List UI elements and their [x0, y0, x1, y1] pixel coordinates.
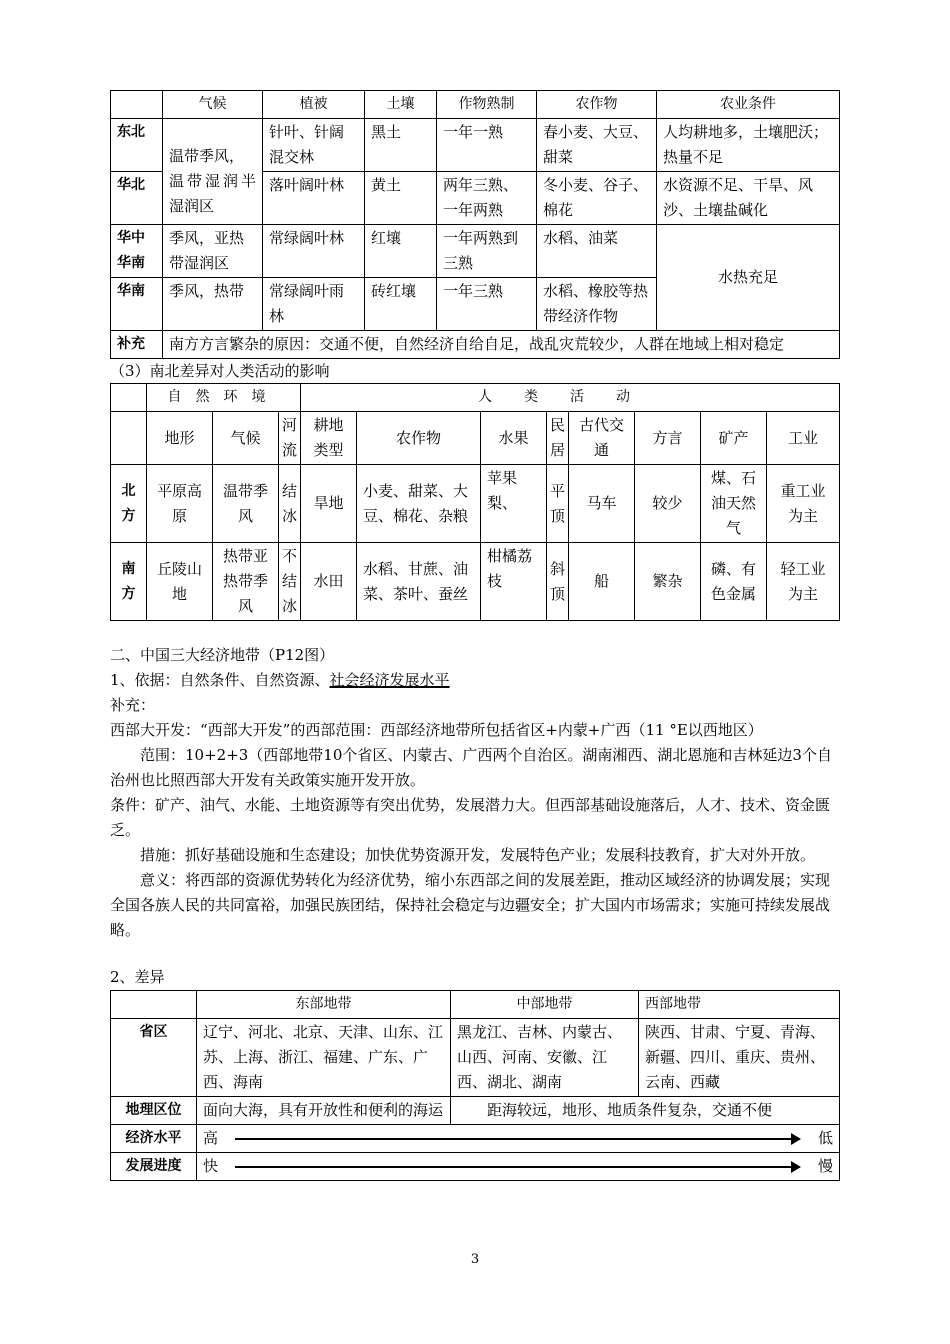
table-cell: 红壤 [365, 225, 437, 278]
group-header-human: 人类活动 [301, 384, 840, 412]
table-row [111, 119, 840, 172]
table-cell: 陕西、甘肃、宁夏、青海、新疆、四川、重庆、贵州、云南、西藏 [639, 1019, 840, 1097]
table-cell: 磷、有色金属 [701, 543, 767, 621]
table-cell: 斜顶 [547, 543, 569, 621]
table-row [111, 1097, 840, 1125]
table-cell: 水田 [301, 543, 357, 621]
table-cell: 柑橘荔枝 [481, 543, 547, 621]
arrow-right-icon [235, 1166, 799, 1168]
table-cell: 热带亚热带季风 [213, 543, 279, 621]
table-cell: 黑土 [365, 119, 437, 172]
table-cell: 煤、石油天然气 [701, 465, 767, 543]
table-cell: 季风，热带 [163, 278, 263, 331]
table-row [111, 543, 840, 621]
table-cell: 马车 [569, 465, 635, 543]
table-cell: 砖红壤 [365, 278, 437, 331]
page-number: 3 [470, 1252, 480, 1267]
paragraph: 范围：10+2+3（西部地带10个省区、内蒙古、广西两个自治区。湖南湘西、湖北恩施和吉林延边3个自治州也比照西部大开发有关政策实施开发开放。 [110, 746, 832, 789]
trend-arrow-row: 快 慢 [203, 1157, 833, 1175]
table-cell: 常绿阔叶林 [263, 225, 365, 278]
table-cell: 温带季风， 温带湿润半湿润区 [163, 119, 263, 225]
col-header: 矿产 [701, 412, 767, 465]
col-header-crops: 农作物 [537, 91, 657, 119]
row-header: 补充 [111, 331, 163, 359]
table-cell: 水稻、油菜 [537, 225, 657, 278]
table-cell: 常绿阔叶雨林 [263, 278, 365, 331]
table-cell: 一年三熟 [437, 278, 537, 331]
row-header: 华南 [111, 278, 163, 331]
col-header: 河流 [279, 412, 301, 465]
table-cell: 不结冰 [279, 543, 301, 621]
col-header-vegetation: 植被 [263, 91, 365, 119]
col-header-condition: 农业条件 [657, 91, 840, 119]
col-header: 古代交通 [569, 412, 635, 465]
group-header-natural: 自然环境 [147, 384, 301, 412]
table-row [111, 225, 840, 278]
table-cell: 冬小麦、谷子、棉花 [537, 172, 657, 225]
row-header: 地理区位 [111, 1097, 197, 1125]
table-cell: 落叶阔叶林 [263, 172, 365, 225]
section-caption: （3）南北差异对人类活动的影响 [110, 362, 330, 380]
table-cell: 水资源不足、干旱、风沙、土壤盐碱化 [657, 172, 840, 225]
north-south-table [110, 383, 840, 621]
table-row [111, 465, 840, 543]
table-group-header-row [111, 384, 840, 412]
table-row [111, 1153, 840, 1181]
table-cell: 一年两熟到三熟 [437, 225, 537, 278]
table-header-row [111, 991, 840, 1019]
table-cell: 水热充足 [657, 225, 840, 331]
row-header: 南方 [111, 543, 147, 621]
row-header: 华北 [111, 172, 163, 225]
table-cell: 平原高原 [147, 465, 213, 543]
table-row [111, 1019, 840, 1097]
document-page [110, 90, 840, 1181]
paragraph: 条件：矿产、油气、水能、土地资源等有突出优势，发展潜力大。但西部基础设施落后，人才、技术、资金匮乏。 [110, 796, 831, 839]
row-header: 经济水平 [111, 1125, 197, 1153]
table-cell: 重工业为主 [767, 465, 840, 543]
table-cell: 温带季风 [213, 465, 279, 543]
table-row [111, 1125, 840, 1153]
table-cell: 船 [569, 543, 635, 621]
table-cell: 结冰 [279, 465, 301, 543]
table-cell: 水稻、甘蔗、油菜、茶叶、蚕丝 [357, 543, 481, 621]
table-cell: 距海较远，地形、地质条件复杂，交通不便 [451, 1097, 840, 1125]
table-cell: 季风，亚热带湿润区 [163, 225, 263, 278]
section-title: 二、中国三大经济地带（P12图） [110, 646, 335, 664]
col-header-cropping: 作物熟制 [437, 91, 537, 119]
col-header: 农作物 [357, 412, 481, 465]
col-header-central: 中部地带 [451, 991, 639, 1019]
col-header-soil: 土壤 [365, 91, 437, 119]
underlined-text: 社会经济发展水平 [329, 671, 450, 689]
table-cell [197, 1153, 840, 1181]
table-cell: 南方方言繁杂的原因：交通不便，自然经济自给自足，战乱灾荒较少，人群在地域上相对稳定 [163, 331, 840, 359]
row-header: 省区 [111, 1019, 197, 1097]
col-header: 方言 [635, 412, 701, 465]
table-header-row [111, 412, 840, 465]
paragraph: 西部大开发：“西部大开发”的西部范围：西部经济地带所包括省区+内蒙+广西（11 °E以西地区） [110, 721, 763, 739]
col-header: 地形 [147, 412, 213, 465]
col-header: 耕地类型 [301, 412, 357, 465]
table-cell: 旱地 [301, 465, 357, 543]
col-header-east: 东部地带 [197, 991, 451, 1019]
table-cell: 辽宁、河北、北京、天津、山东、江苏、上海、浙江、福建、广东、广西、海南 [197, 1019, 451, 1097]
table-header-row [111, 91, 840, 119]
table-cell: 一年一熟 [437, 119, 537, 172]
col-header: 民居 [547, 412, 569, 465]
row-header: 华中华南 [111, 225, 163, 278]
table-cell: 苹果梨、 [481, 465, 547, 543]
table-cell: 两年三熟、一年两熟 [437, 172, 537, 225]
table-cell: 黑龙江、吉林、内蒙古、山西、河南、安徽、江西、湖北、湖南 [451, 1019, 639, 1097]
table-cell: 平顶 [547, 465, 569, 543]
table-cell: 小麦、甜菜、大豆、棉花、杂粮 [357, 465, 481, 543]
table-cell: 丘陵山地 [147, 543, 213, 621]
col-header-climate: 气候 [163, 91, 263, 119]
col-header: 工业 [767, 412, 840, 465]
trend-arrow-row: 高 低 [203, 1129, 833, 1147]
row-header: 东北 [111, 119, 163, 172]
row-header: 发展进度 [111, 1153, 197, 1181]
paragraph: 措施：抓好基础设施和生态建设；加快优势资源开发，发展特色产业；发展科技教育，扩大对外开放。 [140, 846, 816, 864]
row-header: 北方 [111, 465, 147, 543]
table-cell: 水稻、橡胶等热带经济作物 [537, 278, 657, 331]
col-header-west: 西部地带 [639, 991, 840, 1019]
basis-line: 1、依据：自然条件、自然资源、社会经济发展水平 [110, 671, 450, 689]
table-cell: 繁杂 [635, 543, 701, 621]
col-header: 气候 [213, 412, 279, 465]
table-cell: 较少 [635, 465, 701, 543]
table-cell [197, 1125, 840, 1153]
subsection-title: 2、差异 [110, 968, 165, 986]
regional-agriculture-table [110, 90, 840, 359]
table-cell: 轻工业为主 [767, 543, 840, 621]
paragraph: 意义：将西部的资源优势转化为经济优势，缩小东西部之间的发展差距，推动区域经济的协调发展；实现全国各族人民的共同富裕，加强民族团结，保持社会稳定与边疆安全；扩大国内市场需求；实施可持续发展战略。 [110, 871, 831, 939]
table-cell: 人均耕地多，土壤肥沃；热量不足 [657, 119, 840, 172]
economic-zones-table [110, 990, 840, 1181]
table-cell: 黄土 [365, 172, 437, 225]
arrow-right-icon [235, 1138, 799, 1140]
table-cell: 针叶、针阔混交林 [263, 119, 365, 172]
supplement-label: 补充： [110, 696, 156, 714]
table-cell: 春小麦、大豆、甜菜 [537, 119, 657, 172]
table-cell: 面向大海，具有开放性和便利的海运 [197, 1097, 451, 1125]
table-row [111, 331, 840, 359]
col-header: 水果 [481, 412, 547, 465]
